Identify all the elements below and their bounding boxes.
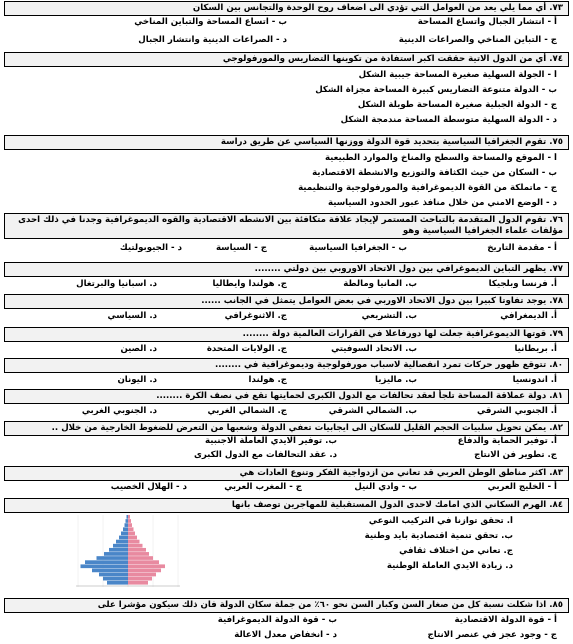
question-84: ٨٤. الهرم السكاني الذي امامك لاحدى الدول المستقبلية للمهاجرين توصف بانها: [4, 498, 569, 513]
pyramid-female-bar: [128, 544, 143, 548]
options-83: [6, 482, 557, 493]
pyramid-female-bar: [128, 531, 135, 535]
pyramid-female-bar: [128, 552, 149, 556]
options-78: [6, 311, 557, 322]
option-75-b[interactable]: ب - السكان من حيث الكثافة والتوزيع والانشطة الاقتصادية: [312, 168, 557, 178]
option-84-a[interactable]: أ. تحقق توازنا في التركيب النوعي: [368, 516, 513, 526]
option-84-b[interactable]: ب. تحقق تنمية اقتصادية بأيد وطنية: [364, 531, 513, 541]
option-83-c[interactable]: ج - المغرب العربي: [224, 482, 302, 492]
option-73-b[interactable]: ب - اتساع المساحة والتباين المناخي: [134, 17, 287, 27]
option-77-d[interactable]: د. اسبانيا والبرتغال: [76, 279, 157, 289]
pyramid-female-bar: [128, 515, 130, 519]
option-76-d[interactable]: د - الجيوبولتيك: [119, 243, 182, 253]
options-82-2: [6, 450, 557, 461]
option-78-c[interactable]: ج. الاثنوغرافي: [224, 311, 287, 321]
pyramid-female-bar: [128, 548, 146, 552]
pyramid-male-bar: [113, 544, 128, 548]
option-85-a[interactable]: أ - قوة الدولة الاقتصادية: [454, 615, 557, 625]
pyramid-male-bar: [109, 548, 128, 552]
option-80-a[interactable]: أ. اندونسيا: [512, 375, 557, 385]
option-74-d[interactable]: د - الدولة السهلية متوسطة المساحة مندمجة الشكل: [340, 115, 557, 125]
option-79-c[interactable]: ج. الولايات المتحدة: [206, 344, 287, 354]
population-pyramid-chart: [72, 515, 184, 591]
option-85-d[interactable]: د - انخفاض معدل الاعالة: [234, 630, 337, 640]
question-74: ٧٤. أي من الدول الاتية حققت اكبر استفادة من تكوينها التضاريس والمورفولوجي: [4, 52, 569, 67]
option-84-d[interactable]: د. زيادة الايدي العاملة الوطنية: [386, 561, 513, 571]
option-81-d[interactable]: د. الجنوبي الغربي: [81, 406, 157, 416]
pyramid-female-bar: [128, 519, 131, 523]
option-82-c[interactable]: ج. تطوير فن الانتاج: [474, 450, 557, 460]
pyramid-male-bar: [104, 552, 128, 556]
option-74-c[interactable]: ج - الدولة الجبلية صغيرة المساحة طويلة الشكل: [357, 100, 557, 110]
question-73: ٧٣. أي مما يلي يعد من العوامل التي تؤدي الى اضعاف روح الوحدة والتجانس بين السكان: [4, 1, 569, 16]
question-76: ٧٦. تقوم الدول المتقدمة بالتباحث المستمر لإيجاد علاقة متكافئة بين الانشطه الاقتصادية والقوه الديموغرافية وجدنا في ذلك احدى مؤلفات علماء الجغرافيا السياسية وهو: [4, 213, 569, 239]
pyramid-female-bar: [128, 540, 140, 544]
question-82: ٨٢. يمكن تحويل سلبيات الحجم القليل للسكان الى ايجابيات تعفي الدولة وشعبها من التعرض للضغوط الخارجية من خلال ..: [4, 421, 569, 436]
option-77-a[interactable]: أ. فرنسا وبلجيكا: [488, 279, 557, 289]
option-75-d[interactable]: د - الوضع الامني من خلال منافذ عبور الحدود السياسية: [327, 198, 557, 208]
options-85-2: [6, 630, 557, 641]
pyramid-female-bar: [128, 564, 165, 568]
pyramid-male-bar: [127, 515, 129, 519]
option-80-b[interactable]: ب. ماليزيا: [375, 375, 417, 385]
option-73-a[interactable]: أ - انتشار الجبال واتساع المساحة: [417, 17, 557, 27]
option-74-a[interactable]: أ - الجولة السهلية صغيرة المساحة جيبية الشكل: [358, 70, 557, 80]
option-82-b[interactable]: ب. توفير الايدي العاملة الاجنبية: [205, 436, 337, 446]
pyramid-female-bar: [128, 581, 148, 585]
options-80: [6, 375, 557, 386]
options-81: [6, 406, 557, 417]
option-76-c[interactable]: ج - السياسة: [215, 243, 267, 253]
option-79-d[interactable]: د. الصين: [120, 344, 157, 354]
options-77: [6, 279, 557, 290]
option-76-b[interactable]: ب - الجغرافيا السياسية: [309, 243, 407, 253]
question-78: ٧٨. يوجد تفاوتا كبيرا بين دول الاتحاد الاوربي في بعض العوامل يتمثل في الجانب ......: [4, 294, 569, 309]
question-75: ٧٥. تقوم الجغرافيا السياسية بتحديد قوة الدولة ووزنها السياسي عن طريق دراسة: [4, 135, 569, 150]
pyramid-male-bar: [99, 573, 128, 577]
option-75-c[interactable]: ج - ماتملكة من القوة الديموغرافية والمورفولوجية والتنظيمية: [298, 183, 557, 193]
pyramid-female-bar: [128, 556, 153, 560]
pyramid-female-bar: [128, 560, 159, 564]
option-74-b[interactable]: ب - الدولة متنوعة التضاريس كبيرة المساحة مجزأة الشكل: [315, 85, 557, 95]
pyramid-female-bar: [128, 573, 156, 577]
pyramid-male-bar: [126, 519, 129, 523]
question-77: ٧٧. يظهر التباين الديموغرافي بين دول الاتحاد الاوروبي بين دولتي ........: [4, 262, 569, 277]
option-82-a[interactable]: أ. توفير الحماية والدفاع: [457, 436, 557, 446]
option-78-b[interactable]: ب. التشريعي: [361, 311, 417, 321]
pyramid-male-bar: [85, 560, 128, 564]
option-81-a[interactable]: أ. الجنوبي الشرقي: [477, 406, 557, 416]
pyramid-male-bar: [123, 527, 128, 531]
option-81-c[interactable]: ج. الشمالي الغربي: [207, 406, 287, 416]
option-80-d[interactable]: د. اليونان: [117, 375, 157, 385]
options-85: [6, 615, 557, 626]
pyramid-female-bar: [128, 523, 132, 527]
option-73-d[interactable]: د - الصراعات الدينية وانتشار الجبال: [138, 35, 287, 45]
option-77-b[interactable]: ب. المانيا ومالطة: [343, 279, 417, 289]
pyramid-male-bar: [125, 523, 129, 527]
options-82: [6, 436, 557, 447]
pyramid-female-bar: [128, 569, 161, 573]
option-85-c[interactable]: ج - وجود عجز في عنصر الانتاج: [427, 630, 557, 640]
option-77-c[interactable]: ج. هولندا وايطاليا: [212, 279, 287, 289]
option-75-a[interactable]: أ - الموقع والمساحة والسطح والمناخ والموارد الطبيعية: [324, 153, 557, 163]
pyramid-male-bar: [121, 531, 128, 535]
option-79-b[interactable]: ب. الاتحاد السوفيتي: [331, 344, 417, 354]
option-85-b[interactable]: ب - قوة الدولة الديموغرافية: [217, 615, 337, 625]
option-78-a[interactable]: أ. الديمغرافي: [500, 311, 557, 321]
options-76: [6, 243, 557, 254]
options-73: [6, 17, 557, 28]
pyramid-male-bar: [107, 581, 128, 585]
question-83: ٨٣. اكثر مناطق الوطن العربي قد تعاني من ازدواجية الفكر وتنوع العادات هي: [4, 466, 569, 481]
option-80-c[interactable]: ج. هولندا: [248, 375, 287, 385]
option-78-d[interactable]: د. السياسي: [107, 311, 157, 321]
pyramid-male-bar: [116, 540, 128, 544]
option-73-c[interactable]: ج - التباين المناخي والصراعات الدينية: [398, 35, 557, 45]
option-84-c[interactable]: ج. تعاني من اختلاف ثقافي: [399, 546, 513, 556]
pyramid-female-bar: [128, 527, 134, 531]
option-83-d[interactable]: د - الهلال الخصيب: [110, 482, 187, 492]
option-83-a[interactable]: أ - الخليج العربي: [487, 482, 557, 492]
option-79-a[interactable]: أ. بريطانيا: [514, 344, 557, 354]
option-76-a[interactable]: أ - مقدمة التاريخ: [487, 243, 557, 253]
pyramid-male-bar: [103, 577, 128, 581]
pyramid-male-bar: [81, 564, 129, 568]
pyramid-male-bar: [92, 569, 128, 573]
option-83-b[interactable]: ب - وادي النيل: [354, 482, 417, 492]
pyramid-male-bar: [97, 556, 129, 560]
pyramid-female-bar: [128, 536, 137, 540]
pyramid-male-bar: [119, 536, 128, 540]
question-85: ٨٥. اذا شكلت نسبة كل من صغار السن وكبار السن نحو ٦٠٪ من جملة سكان الدولة فان ذلك سيكون مؤشرا على: [4, 598, 569, 613]
pyramid-female-bar: [128, 577, 152, 581]
options-73-2: [6, 35, 557, 46]
option-81-b[interactable]: ب. الشمالي الشرقي: [328, 406, 417, 416]
question-79: ٧٩. قوتها الديموغرافية جعلت لها دورفاعلا في القرارات العالمية دولة ........: [4, 327, 569, 342]
question-80: ٨٠. تتوقع ظهور حركات تمرد انفصالية لاسباب مورفولوجية وديموغرافية في ........: [4, 358, 569, 373]
options-79: [6, 344, 557, 355]
question-81: ٨١. دولة عملاقة المساحة تلجأ لعقد تحالفات مع الدول الكبرى لحمايتها تقع في نصف الكرة ........: [4, 389, 569, 404]
option-82-d[interactable]: د. عقد التحالفات مع الدول الكبرى: [193, 450, 337, 460]
